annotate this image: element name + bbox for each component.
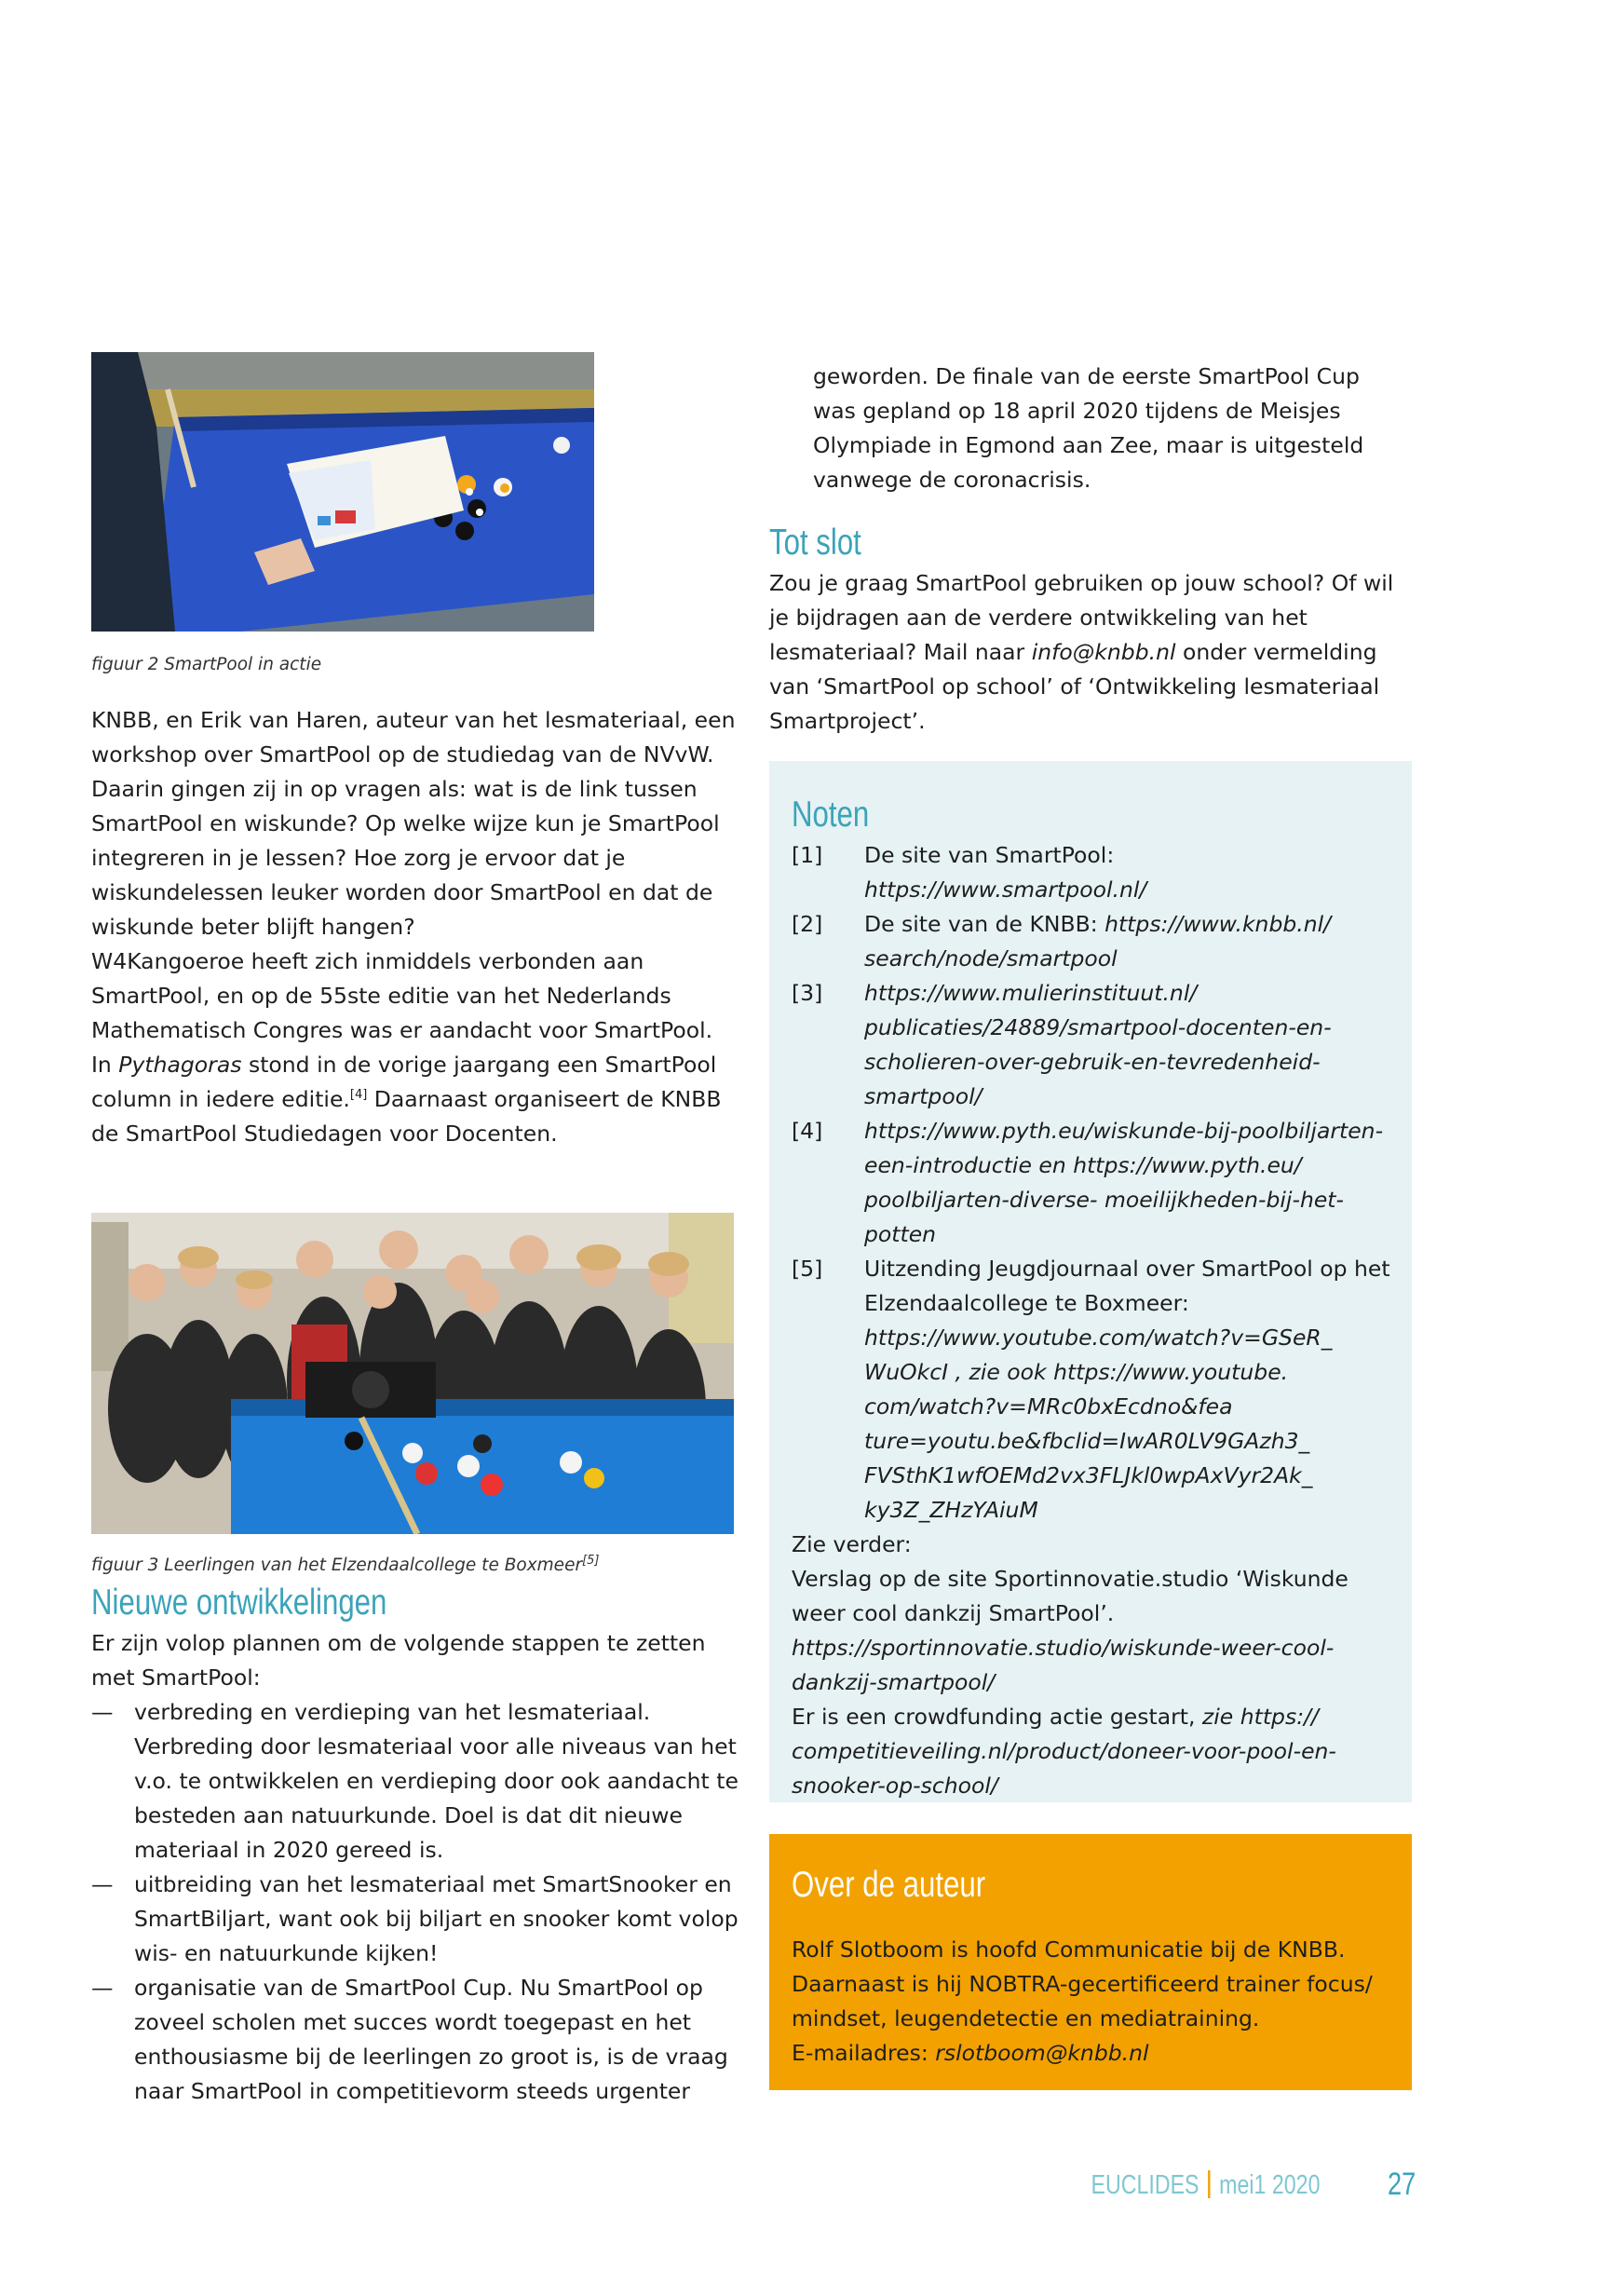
- page-number: 27: [1388, 2167, 1416, 2202]
- nieuwe-ontwikkelingen-section: [91, 1626, 743, 2109]
- tot-slot-text: [769, 566, 1403, 739]
- crowdfunding-pre: Er is een crowdfunding actie gestart,: [792, 1704, 1202, 1730]
- plan-item-2: [91, 1868, 743, 1971]
- figure-2-photo: [91, 352, 594, 632]
- author-email-link[interactable]: rslotboom@knbb.nl: [935, 2040, 1149, 2066]
- note-4: [792, 1114, 1397, 1252]
- note-number: [2]: [792, 911, 823, 937]
- plans-list: [91, 1695, 743, 2109]
- verslag-link[interactable]: https://sportinnovatie.studio/wiskunde-weer-cool-dankzij-smartpool/: [792, 1635, 1335, 1695]
- author-email-line: [792, 2036, 1397, 2071]
- nieuwe-ontwikkelingen-heading: Nieuwe ontwikkelingen: [91, 1583, 387, 1623]
- note-number: [5]: [792, 1256, 823, 1282]
- note-link[interactable]: https://www.smartpool.nl/: [864, 876, 1147, 903]
- figure-3-photo: [91, 1213, 734, 1534]
- students-group-image: [91, 1213, 734, 1534]
- note-1: [792, 838, 1397, 907]
- left-column-text: [91, 703, 743, 1151]
- tot-slot-pre: Zou je graag SmartPool gebruiken op jouw school? Of wil je bijdragen aan de verdere ontwikkeling van het lesmateriaal? Mail naar: [769, 570, 1394, 665]
- plan-item-3: [91, 1971, 743, 2109]
- figure-3-caption: [91, 1555, 743, 1577]
- note-2: [792, 907, 1397, 976]
- pythagoras-paragraph: [91, 1048, 743, 1151]
- pythagoras-title: Pythagoras: [118, 1052, 242, 1078]
- footnote-ref-4[interactable]: [4]: [349, 1088, 368, 1103]
- author-text: [792, 1933, 1397, 2071]
- crowdfunding-link[interactable]: zie https:// competitieveiling.nl/product/doneer-voor-pool-en-snooker-op-school/: [792, 1704, 1336, 1799]
- zie-verder-label: Zie verder:: [792, 1531, 912, 1557]
- journal-issue: mei1 2020: [1218, 2170, 1320, 2200]
- notes-list: [792, 838, 1397, 1528]
- note-link[interactable]: https://www.youtube.com/watch?v=GSeR_ WuOkcI , zie ook https://www.youtube. com/watch?v=MRc0bxEcdno&fea ture=youtu.be&fbclid=IwAR0LV9GAzh3_ FVSthK1wfOEMd2vx3FLJkl0wpAxVyr2Ak_ ky3Z_ZHzYAiuM: [864, 1325, 1333, 1523]
- plan-item-1: [91, 1695, 743, 1868]
- plan-item-text: verbreding en verdieping van het lesmateriaal. Verbreding door lesmateriaal voor alle niveaus van het v.o. te ontwikkelen en verdieping door ook aandacht te besteden aan natuurkunde. Doel is dat dit nieuwe materiaal in 2020 gereed is.: [134, 1699, 739, 1863]
- note-link[interactable]: https://www.knbb.nl/ search/node/smartpool: [864, 911, 1332, 971]
- note-number: [1]: [792, 842, 823, 868]
- plan-item-text: uitbreiding van het lesmateriaal met SmartSnooker en SmartBiljart, want ook bij biljart en snooker komt volop wis- en natuurkunde kijken!: [134, 1871, 739, 1966]
- journal-name: EUCLIDES: [1091, 2170, 1199, 2200]
- figure-3-caption-text: figuur 3 Leerlingen van het Elzendaalcollege te Boxmeer: [91, 1556, 583, 1575]
- figure-2-caption: figuur 2 SmartPool in actie: [91, 655, 322, 674]
- notes-content: [792, 838, 1397, 1803]
- footnote-ref-5[interactable]: [5]: [582, 1553, 600, 1568]
- plan-item-text: organisatie van de SmartPool Cup. Nu SmartPool op zoveel scholen met succes wordt toegepast en het enthousiasme bij de leerlingen zo groot is, is de vraag naar SmartPool in competitievorm steeds urgenter: [134, 1975, 728, 2104]
- note-link[interactable]: https://www.mulierinstituut.nl/ publicaties/24889/smartpool-docenten-en-scholieren-over-gebruik-en-tevredenheid-smartpool/: [864, 980, 1332, 1109]
- pythagoras-pre: In: [91, 1052, 119, 1078]
- workshop-paragraph: KNBB, en Erik van Haren, auteur van het lesmateriaal, een workshop over SmartPool op de studiedag van de NVvW. Daarin gingen zij in op vragen als: wat is de link tussen SmartPool en wiskunde? Op welke wijze kun je SmartPool integreren in je lessen? Hoe zorg je ervoor dat je wiskundelessen leuker worden door SmartPool en dat de wiskunde beter blijft hangen?: [91, 707, 736, 940]
- smartpool-in-action-image: [91, 352, 594, 632]
- footer-journal: [1091, 2170, 1320, 2201]
- note-5: [792, 1252, 1397, 1528]
- list-dash: —: [91, 1975, 114, 2001]
- note-3: [792, 976, 1397, 1114]
- note-text: De site van de KNBB:: [864, 911, 1105, 937]
- tot-slot-post: onder vermelding van ‘SmartPool op school’ of ‘Ontwikkeling lesmateriaal Smartproject’.: [769, 639, 1380, 734]
- contact-email-link[interactable]: info@knbb.nl: [1031, 639, 1176, 665]
- pythagoras-mid: stond in de vorige jaargang een SmartPool column in iedere editie.: [91, 1052, 717, 1112]
- w4kangoeroe-paragraph: W4Kangoeroe heeft zich inmiddels verbonden aan SmartPool, en op de 55ste editie van het Nederlands Mathematisch Congres was er aandacht voor SmartPool.: [91, 948, 713, 1043]
- tot-slot-heading: Tot slot: [769, 523, 861, 563]
- crowdfunding-text: [792, 1700, 1397, 1803]
- note-number: [4]: [792, 1118, 823, 1144]
- list-dash: —: [91, 1871, 114, 1897]
- author-bio: Rolf Slotboom is hoofd Communicatie bij de KNBB. Daarnaast is hij NOBTRA-gecertificeerd trainer focus/ mindset, leugendetectie en mediatraining.: [792, 1936, 1373, 2031]
- verslag-text: Verslag op de site Sportinnovatie.studio ‘Wiskunde weer cool dankzij SmartPool’.: [792, 1566, 1348, 1626]
- smartpool-cup-continuation: geworden. De finale van de eerste SmartPool Cup was gepland op 18 april 2020 tijdens de Meisjes Olympiade in Egmond aan Zee, maar is uitgesteld vanwege de coronacrisis.: [813, 363, 1364, 493]
- pythagoras-post: Daarnaast organiseert de KNBB de SmartPool Studiedagen voor Docenten.: [91, 1086, 722, 1147]
- note-text: De site van SmartPool:: [864, 842, 1115, 868]
- list-dash: —: [91, 1699, 114, 1725]
- over-de-auteur-heading: Over de auteur: [792, 1865, 986, 1905]
- note-number: [3]: [792, 980, 823, 1006]
- author-email-label: E-mailadres:: [792, 2040, 936, 2066]
- note-link[interactable]: https://www.pyth.eu/wiskunde-bij-poolbiljarten-een-introductie en https://www.pyth.eu/ poolbiljarten-diverse- moeilijkheden-bij-het-potten: [864, 1118, 1384, 1247]
- nieuwe-intro: Er zijn volop plannen om de volgende stappen te zetten met SmartPool:: [91, 1630, 706, 1691]
- footer-divider: [1208, 2170, 1210, 2198]
- note-text: Uitzending Jeugdjournaal over SmartPool op het Elzendaalcollege te Boxmeer:: [864, 1256, 1390, 1316]
- noten-heading: Noten: [792, 795, 870, 835]
